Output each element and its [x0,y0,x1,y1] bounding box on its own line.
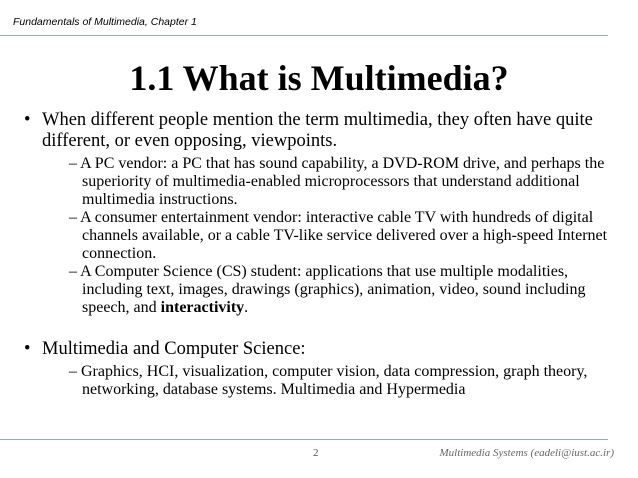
bullet-dot: • [24,339,31,359]
emphasis-text: interactivity [160,299,245,316]
footer-divider [0,439,608,440]
bullet-item [22,339,622,360]
sub-bullet [22,263,622,317]
bullet-item [22,110,622,152]
bullet-text: When different people mention the term multimedia, they often have quite different, or even opposing, viewpoints. [42,110,593,151]
slide-content [22,110,622,399]
sub-bullet-text-end: . [244,299,249,316]
sub-bullet: – A consumer entertainment vendor: interactive cable TV with hundreds of digital channels available, or a cable TV-like service delivered over a high-speed Internet connection. [69,209,608,262]
sub-bullet-text: – A Computer Science (CS) student: applications that use multiple modalities, including text, images, drawings (graphics), animation, video, sound including speech, and [69,263,586,316]
slide-header: Fundamentals of Multimedia, Chapter 1 [13,16,197,28]
slide-title: 1.1 What is Multimedia? [129,58,509,98]
sub-bullet: – A PC vendor: a PC that has sound capability, a DVD-ROM drive, and perhaps the superiority of multimedia-enabled microprocessors that understand additional multimedia instructions. [69,155,605,208]
sub-bullet: – Graphics, HCI, visualization, computer vision, data compression, graph theory, networking, database systems. Multimedia and Hypermedia [69,363,588,398]
header-divider [0,35,608,36]
bullet-dot: • [24,110,31,130]
page-number: 2 [313,447,319,459]
footer-credit: Multimedia Systems (eadeli@iust.ac.ir) [439,447,614,459]
bullet-text: Multimedia and Computer Science: [42,339,306,359]
